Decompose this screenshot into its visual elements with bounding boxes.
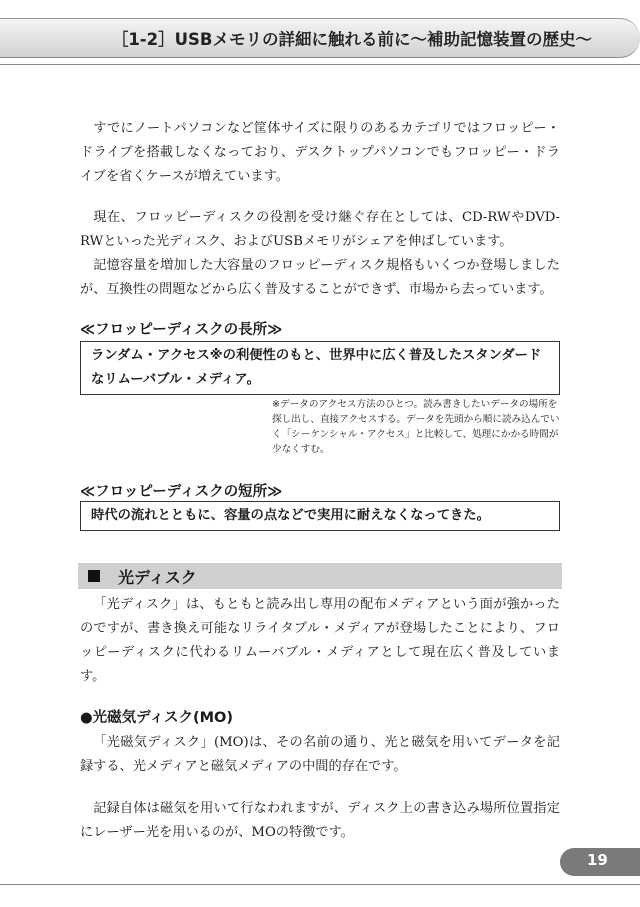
footer-rule	[0, 884, 640, 885]
merits-heading: ≪フロッピーディスクの長所≫	[80, 322, 283, 338]
demerits-heading: ≪フロッピーディスクの短所≫	[80, 484, 283, 500]
chapter-header-bar	[0, 18, 640, 58]
section-title: 光ディスク	[118, 568, 197, 587]
footnote: ※データのアクセス方法のひとつ。読み書きしたいデータの場所を探し出し、直接アクセスする。データを先頭から順に読み込んでいく「シーケンシャル・アクセス」と比較して、処理にかかる時間が少なくすむ。	[272, 399, 560, 455]
page-number-tab	[560, 848, 640, 876]
mo-heading: ●光磁気ディスク(MO)	[80, 710, 234, 726]
mo-paragraph: 「光磁気ディスク」(MO)は、その名前の通り、光と磁気を用いてデータを記録する、光メディアと磁気メディアの中間的存在です。	[80, 735, 560, 774]
section-heading-bar	[78, 563, 562, 589]
demerits-box: 時代の流れとともに、容量の点などで実用に耐えなくなってきた。	[80, 501, 560, 531]
body-paragraph: 現在、フロッピーディスクの役割を受け継ぐ存在としては、CD-RWやDVD-RWといった光ディスク、およびUSBメモリがシェアを伸ばしています。	[80, 210, 560, 249]
square-bullet-icon	[88, 570, 100, 582]
merits-box: ランダム・アクセス※の利便性のもと、世界中に広く普及したスタンダードなリムーバブル・メディア。	[80, 341, 560, 395]
header-rule	[0, 64, 640, 65]
body-paragraph: 記憶容量を増加した大容量のフロッピーディスク規格もいくつか登場しましたが、互換性の問題などから広く普及することができず、市場から去っています。	[80, 258, 560, 297]
body-paragraph: すでにノートパソコンなど筐体サイズに限りのあるカテゴリではフロッピー・ドライブを搭載しなくなっており、デスクトップパソコンでもフロッピー・ドライブを省くケースが増えています。	[80, 121, 560, 184]
mo-paragraph: 記録自体は磁気を用いて行なわれますが、ディスク上の書き込み場所位置指定にレーザー光を用いるのが、MOの特徴です。	[80, 801, 560, 840]
section-paragraph: 「光ディスク」は、もともと読み出し専用の配布メディアという面が強かったのですが、書き換え可能なリライタブル・メディアが登場したことにより、フロッピーディスクに代わるリムーバブル・メディアとして現在広く普及しています。	[80, 597, 560, 684]
chapter-title: ［1-2］USBメモリの詳細に触れる前に～補助記憶装置の歴史～	[111, 30, 592, 49]
page-number: 19	[587, 851, 608, 869]
